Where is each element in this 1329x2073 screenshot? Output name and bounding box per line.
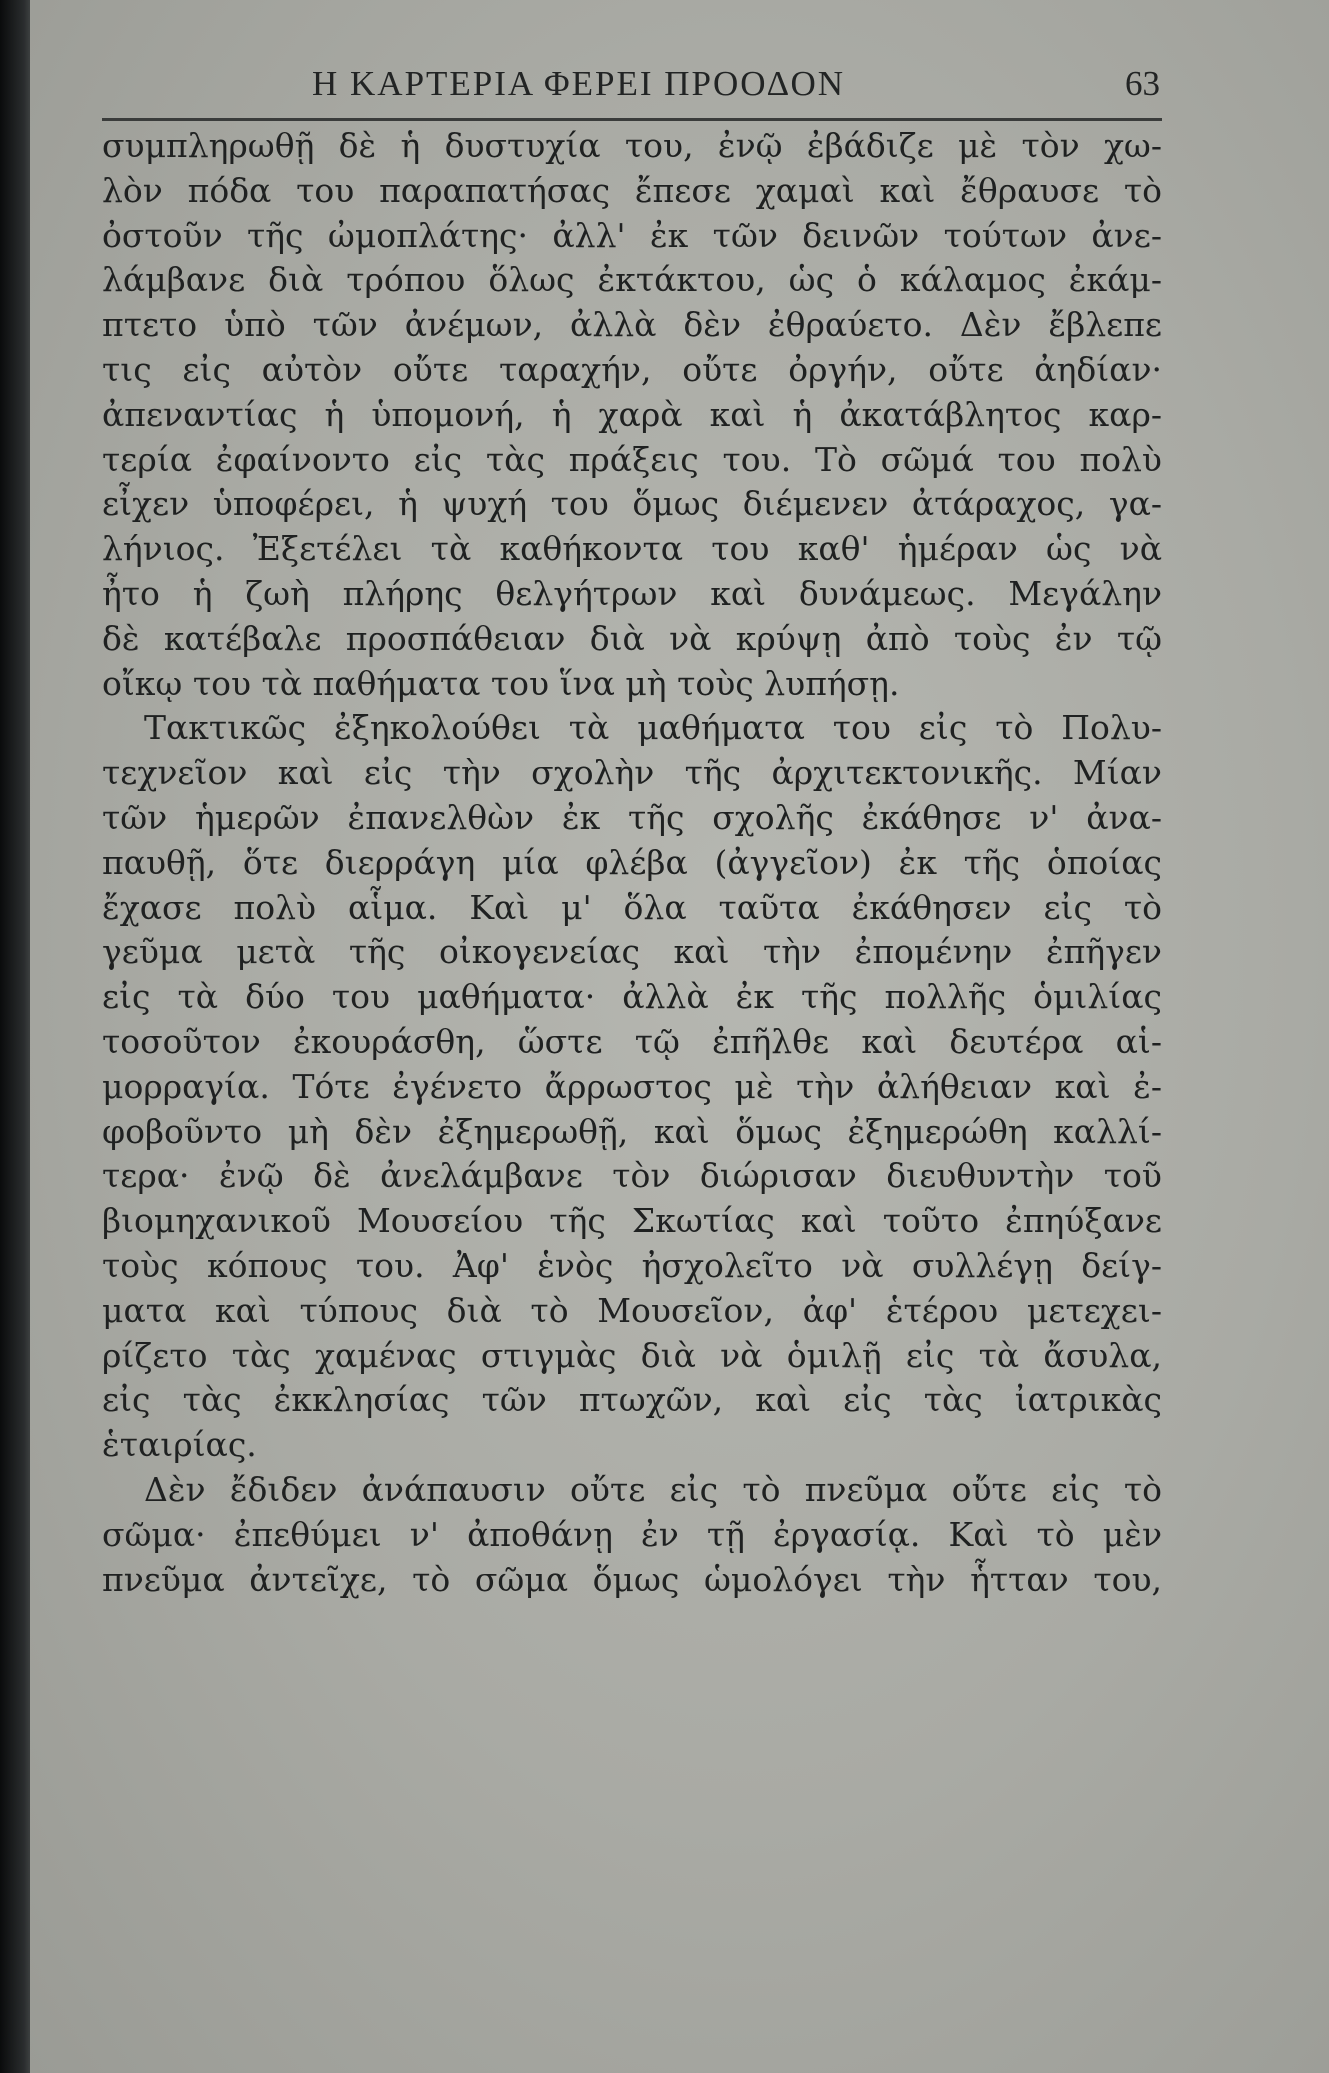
text-line: συμπληρωθῇ δὲ ἡ δυστυχία του, ἐνῷ ἐβάδιζε μὲ τὸν χω- (102, 126, 1162, 165)
text-line: δὲ κατέβαλε προσπάθειαν διὰ νὰ κρύψῃ ἀπὸ τοὺς ἐν τῷ (102, 618, 1162, 658)
text-line: ἔχασε πολὺ αἷμα. Καὶ μ' ὅλα ταῦτα ἐκάθησεν εἰς τὸ (102, 887, 1162, 927)
running-head-title: Η ΚΑΡΤΕΡΙΑ ΦΕΡΕΙ ΠΡΟΟΔΟΝ (312, 64, 846, 103)
text-line: μορραγία. Τότε ἐγένετο ἄρρωστος μὲ τὴν ἀλήθειαν καὶ ἐ- (102, 1066, 1162, 1106)
text-line: ὀστοῦν τῆς ὠμοπλάτης· ἀλλ' ἐκ τῶν δεινῶν τούτων ἀνε- (102, 215, 1162, 255)
text-line: λάμβανε διὰ τρόπου ὅλως ἐκτάκτου, ὡς ὁ κάλαμος ἐκάμ- (102, 260, 1162, 300)
text-line: σῶμα· ἐπεθύμει ν' ἀποθάνῃ ἐν τῇ ἐργασίᾳ. Καὶ τὸ μὲν (102, 1514, 1162, 1554)
paragraph-first-line: Δὲν ἔδιδεν ἀνάπαυσιν οὔτε εἰς τὸ πνεῦμα οὔτε εἰς τὸ (144, 1469, 1162, 1509)
text-line: τις εἰς αὐτὸν οὔτε ταραχήν, οὔτε ὀργήν, οὔτε ἀηδίαν· (102, 349, 1162, 389)
text-line: λήνιος. Ἐξετέλει τὰ καθήκοντα του καθ' ἡμέραν ὡς νὰ (102, 529, 1162, 569)
text-line: εἶχεν ὑποφέρει, ἡ ψυχή του ὅμως διέμενεν ἀτάραχος, γα- (102, 484, 1162, 524)
text-line: πνεῦμα ἀντεῖχε, τὸ σῶμα ὅμως ὡμολόγει τὴν ἧτταν του, (102, 1559, 1162, 1599)
text-line: τεχνεῖον καὶ εἰς τὴν σχολὴν τῆς ἀρχιτεκτονικῆς. Μίαν (102, 753, 1162, 793)
text-line: πτετο ὑπὸ τῶν ἀνέμων, ἀλλὰ δὲν ἐθραύετο. Δὲν ἔβλεπε (102, 305, 1162, 345)
text-line: βιομηχανικοῦ Μουσείου τῆς Σκωτίας καὶ τοῦτο ἐπηύξανε (102, 1201, 1162, 1241)
text-line: γεῦμα μετὰ τῆς οἰκογενείας καὶ τὴν ἐπομένην ἐπῆγεν (102, 932, 1162, 972)
text-line: παυθῇ, ὅτε διερράγη μία φλέβα (ἀγγεῖον) ἐκ τῆς ὁποίας (102, 842, 1162, 882)
text-line: τοσοῦτον ἐκουράσθη, ὥστε τῷ ἐπῆλθε καὶ δευτέρα αἱ- (102, 1021, 1162, 1061)
text-line: ἑταιρίας. (102, 1425, 257, 1465)
text-line: τερα· ἐνῷ δὲ ἀνελάμβανε τὸν διώρισαν διευθυντὴν τοῦ (102, 1156, 1162, 1196)
running-head (102, 58, 1162, 121)
text-line: τερία ἐφαίνοντο εἰς τὰς πράξεις του. Τὸ σῶμά του πολὺ (102, 439, 1162, 479)
text-line: εἰς τὰ δύο του μαθήματα· ἀλλὰ ἐκ τῆς πολλῆς ὁμιλίας (102, 977, 1162, 1017)
text-line: τοὺς κόπους του. Ἀφ' ἑνὸς ἠσχολεῖτο νὰ συλλέγῃ δείγ- (102, 1245, 1162, 1285)
body-text (102, 124, 1162, 1602)
text-line: τῶν ἡμερῶν ἐπανελθὼν ἐκ τῆς σχολῆς ἐκάθησε ν' ἀνα- (102, 797, 1162, 837)
text-line: ρίζετο τὰς χαμένας στιγμὰς διὰ νὰ ὁμιλῇ εἰς τὰ ἄσυλα, (102, 1335, 1162, 1375)
text-line: ματα καὶ τύπους διὰ τὸ Μουσεῖον, ἀφ' ἑτέρου μετεχει- (102, 1290, 1162, 1330)
text-line: φοβοῦντο μὴ δὲν ἐξημερωθῇ, καὶ ὅμως ἐξημερώθη καλλί- (102, 1111, 1162, 1151)
text-line: ἀπεναντίας ἡ ὑπομονή, ἡ χαρὰ καὶ ἡ ἀκατάβλητος καρ- (102, 394, 1162, 434)
book-page (30, 0, 1329, 2073)
page-number: 63 (1125, 64, 1160, 103)
paragraph-first-line: Τακτικῶς ἐξηκολούθει τὰ μαθήματα του εἰς τὸ Πολυ- (144, 708, 1162, 748)
text-line: λὸν πόδα του παραπατήσας ἔπεσε χαμαὶ καὶ ἔθραυσε τὸ (102, 170, 1162, 210)
text-line: οἴκῳ του τὰ παθήματα του ἵνα μὴ τοὺς λυπήσῃ. (102, 663, 900, 703)
text-line: εἰς τὰς ἐκκλησίας τῶν πτωχῶν, καὶ εἰς τὰς ἰατρικὰς (102, 1380, 1162, 1420)
text-line: ἦτο ἡ ζωὴ πλήρης θελγήτρων καὶ δυνάμεως. Μεγάλην (102, 573, 1162, 613)
